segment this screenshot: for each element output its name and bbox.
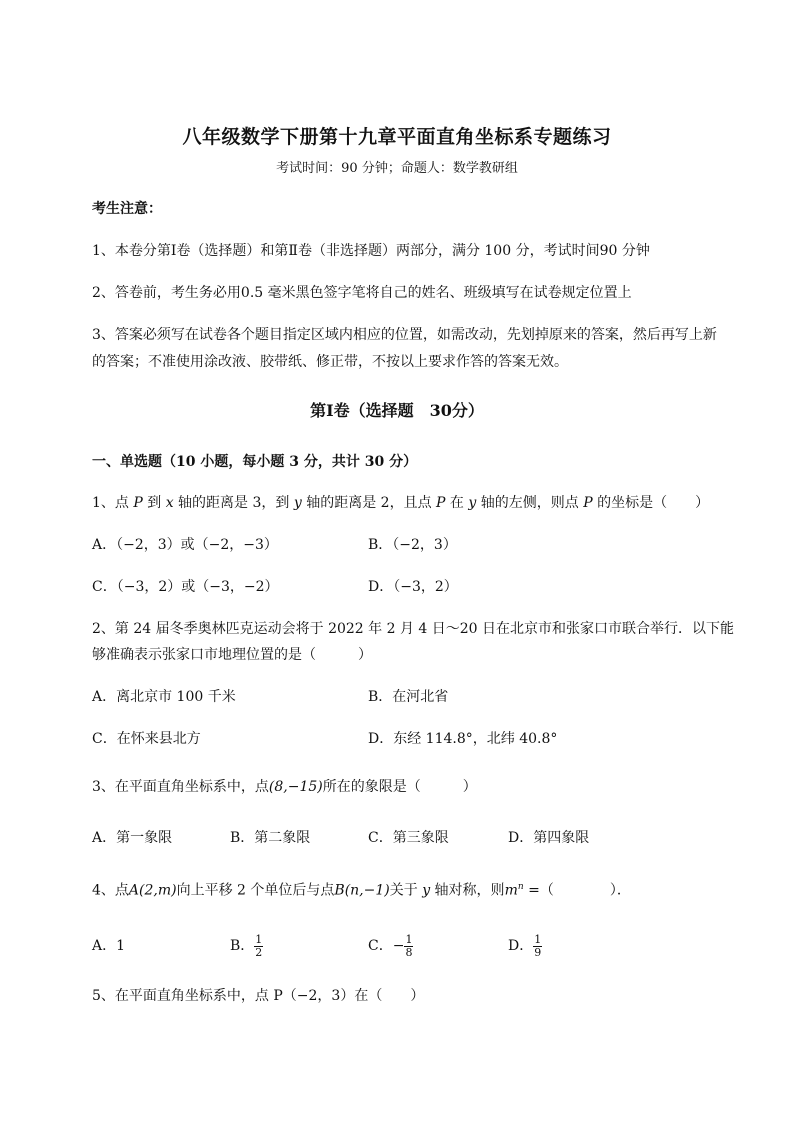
q1-text: 1、点 xyxy=(92,495,134,511)
q2-option-d[interactable]: D．东经 114.8°，北纬 40.8° xyxy=(368,731,558,747)
q4-text: 向上平移 2 个单位后与点 xyxy=(176,882,335,899)
q1-option-c[interactable]: C．（−3，2）或（−3，−2） xyxy=(92,579,279,595)
q4-point-b: B(n,−1) xyxy=(334,882,390,899)
q1-text: 轴的距离是 2，且点 xyxy=(301,495,437,511)
q1-text: 轴的左侧，则点 xyxy=(476,495,584,511)
q1-option-d[interactable]: D．（−3，2） xyxy=(368,579,458,595)
q3-point: (8,−15) xyxy=(268,779,323,795)
question-4 xyxy=(92,877,631,901)
notice-heading: 考生注意： xyxy=(92,201,162,217)
q3-option-a[interactable]: A．第一象限 xyxy=(92,830,173,846)
q4-var: y xyxy=(422,882,431,899)
page-subtitle: 考试时间：90 分钟；命题人：数学教研组 xyxy=(276,161,518,176)
q1-var: P xyxy=(133,495,143,511)
q4-option-d-fraction xyxy=(533,934,542,959)
q4-option-d[interactable] xyxy=(508,928,542,964)
notice-item-1: 1、本卷分第Ⅰ卷（选择题）和第Ⅱ卷（非选择题）两部分，满分 100 分，考试时间90 分钟 xyxy=(92,243,650,259)
q1-text: 轴的距离是 3，到 xyxy=(173,495,294,511)
q4-text: 轴对称，则 xyxy=(430,882,505,899)
q3-option-d[interactable]: D．第四象限 xyxy=(508,830,590,846)
fraction-numerator: 1 xyxy=(255,932,263,946)
fraction-numerator: 1 xyxy=(405,932,413,946)
q4-expr-exp: n xyxy=(517,882,524,892)
q4-option-d-label: D． xyxy=(508,938,534,954)
q4-option-b[interactable] xyxy=(230,928,263,964)
q4-point-a: A(2,m) xyxy=(128,882,177,899)
notice-item-3-cont: 的答案；不准使用涂改液、胶带纸、修正带，不按以上要求作答的答案无效。 xyxy=(92,354,568,370)
notice-item-3: 3、答案必须写在试卷各个题目指定区域内相应的位置，如需改动，先划掉原来的答案，然后再写上新 xyxy=(92,327,717,343)
part-heading: 一、单选题（10 小题，每小题 3 分，共计 30 分） xyxy=(92,454,418,470)
q1-var: P xyxy=(436,495,446,511)
fraction-denominator: 2 xyxy=(255,945,263,959)
q4-text: =（ ）． xyxy=(523,882,631,899)
q1-option-b[interactable]: B．（−2，3） xyxy=(368,537,457,553)
question-5: 5、在平面直角坐标系中，点 P（−2，3）在（ ） xyxy=(92,988,425,1004)
q1-var: x xyxy=(165,495,174,511)
q4-option-c-label: C．− xyxy=(368,938,405,954)
q1-text: 的坐标是（ ） xyxy=(592,495,710,511)
q4-text: 4、点 xyxy=(92,882,129,899)
fraction-numerator: 1 xyxy=(534,932,542,946)
q2-option-c[interactable]: C．在怀来县北方 xyxy=(92,731,201,747)
q4-expr-base: m xyxy=(504,882,518,899)
q3-text: 所在的象限是（ ） xyxy=(322,779,477,795)
question-3 xyxy=(92,777,477,797)
q4-option-c-fraction xyxy=(404,934,413,959)
q1-text: 到 xyxy=(142,495,166,511)
q4-text: 关于 xyxy=(389,882,423,899)
q4-option-a[interactable]: A．1 xyxy=(92,938,126,954)
q4-option-c[interactable] xyxy=(368,928,413,964)
page-title: 八年级数学下册第十九章平面直角坐标系专题练习 xyxy=(182,126,612,148)
q1-var: y xyxy=(293,495,302,511)
q3-text: 3、在平面直角坐标系中，点 xyxy=(92,779,269,795)
q3-option-b[interactable]: B．第二象限 xyxy=(230,830,311,846)
question-2-line-1: 2、第 24 届冬季奥林匹克运动会将于 2022 年 2 月 4 日～20 日在北京市和张家口市联合举行．以下能 xyxy=(92,621,735,637)
q1-var: P xyxy=(583,495,593,511)
q2-option-b[interactable]: B．在河北省 xyxy=(368,689,449,705)
fraction-denominator: 8 xyxy=(405,945,413,959)
section-title: 第Ⅰ卷（选择题 30分） xyxy=(310,401,484,420)
question-2-line-2: 够准确表示张家口市地理位置的是（ ） xyxy=(92,647,372,663)
q2-option-a[interactable]: A．离北京市 100 千米 xyxy=(92,689,236,705)
q4-option-b-label: B． xyxy=(230,938,255,954)
q1-text: 在 xyxy=(445,495,469,511)
notice-item-2: 2、答卷前，考生务必用0.5 毫米黑色签字笔将自己的姓名、班级填写在试卷规定位置上 xyxy=(92,285,632,301)
question-1 xyxy=(92,493,709,513)
q4-option-b-fraction xyxy=(254,934,263,959)
q1-option-a[interactable]: A．（−2，3）或（−2，−3） xyxy=(92,537,278,553)
fraction-denominator: 9 xyxy=(534,945,542,959)
q1-var: y xyxy=(468,495,477,511)
q3-option-c[interactable]: C．第三象限 xyxy=(368,830,449,846)
